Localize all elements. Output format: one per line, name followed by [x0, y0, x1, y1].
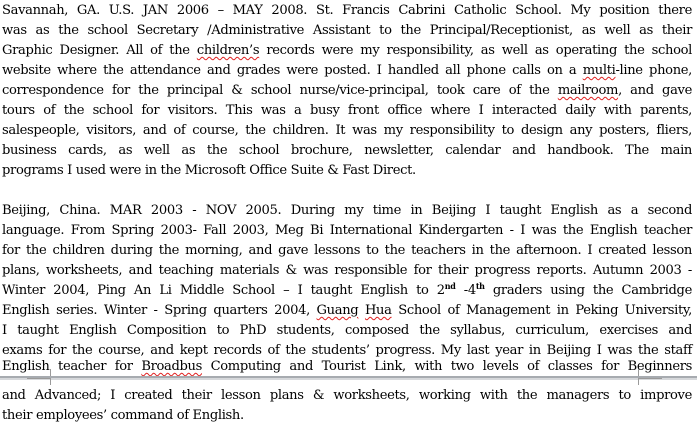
- text-line: [2, 41, 692, 61]
- text-line: [2, 301, 692, 321]
- text-line: [2, 61, 692, 81]
- text-run: English teacher for: [2, 359, 142, 374]
- text-line: plans, worksheets, and teaching materials & was responsible for their progress reports. Autumn 2003 -: [2, 263, 692, 278]
- text-line: was as the school Secretary /Administrative Assistant to the Principal/Receptionist, as well as their: [2, 23, 692, 38]
- text-line: Savannah, GA. U.S. JAN 2006 – MAY 2008. St. Francis Cabrini Catholic School. My position there: [2, 3, 692, 18]
- document-page-2[interactable]: [0, 385, 697, 429]
- ordinal-superscript: th: [475, 281, 485, 291]
- text-run: -4: [455, 283, 476, 298]
- text-line: salespeople, visitors, and of course, the children. It was my responsibility to design any posters, fliers,: [2, 123, 692, 138]
- text-run: website where the attendance and grades were posted. I handled all phone calls on a: [2, 63, 583, 78]
- text-line: Beijing, China. MAR 2003 - NOV 2005. During my time in Beijing I taught English as a second: [2, 203, 692, 218]
- text-run: -line phone,: [615, 63, 692, 78]
- text-run: graders using the Cambridge: [484, 283, 692, 298]
- misspelled-word[interactable]: Broadbus: [141, 359, 202, 374]
- text-line: language. From Spring 2003- Fall 2003, Meg Bi International Kindergarten - I was the English teacher: [2, 223, 692, 238]
- text-run: correspondence for the principal & school nurse/vice-principal, took care of the: [2, 83, 558, 98]
- text-line: business cards, as well as the school brochure, newsletter, calendar and handbook. The main: [2, 143, 692, 158]
- text-line: and Advanced; I created their lesson plans & worksheets, working with the managers to improve: [2, 388, 692, 403]
- text-run: English series. Winter - Spring quarters 2004,: [2, 303, 317, 318]
- ordinal-superscript: nd: [444, 281, 456, 291]
- text-line: programs I used were in the Microsoft Office Suite & Fast Direct.: [2, 163, 416, 178]
- text-run: School of Management in Peking University,: [391, 303, 692, 318]
- misspelled-word[interactable]: Guang: [316, 303, 359, 318]
- text-run: [358, 303, 365, 318]
- text-line: I taught English Composition to PhD students, composed the syllabus, curriculum, exercises and: [2, 323, 692, 338]
- misspelled-word[interactable]: Hua: [364, 303, 392, 318]
- misspelled-word[interactable]: children’s: [196, 43, 260, 58]
- text-run: Winter 2004, Ping An Li Middle School – I taught English to 2: [2, 283, 445, 298]
- text-run: , and gave: [618, 83, 692, 98]
- text-line: for the children during the morning, and gave lessons to the teachers in the afternoon. I created lesson: [2, 243, 692, 258]
- text-run: Graphic Designer. All of the: [2, 43, 197, 58]
- misspelled-word[interactable]: multi: [582, 63, 616, 78]
- text-line: [2, 281, 692, 301]
- text-run: records were my responsibility, as well as operating the school: [259, 43, 692, 58]
- text-line: tours of the school for visitors. This was a busy front office where I interacted daily with parents,: [2, 103, 692, 118]
- text-line: exams for the course, and kept records of the students’ progress. My last year in Beijing I was the staff: [2, 343, 692, 358]
- text-line: [2, 81, 692, 101]
- text-line: [2, 357, 692, 377]
- misspelled-word[interactable]: mailroom: [557, 83, 619, 98]
- page-break-separator[interactable]: [0, 376, 697, 385]
- text-run: Computing and Tourist Link, with two levels of classes for Beginners: [202, 359, 693, 374]
- text-line: their employees’ command of English.: [2, 408, 244, 423]
